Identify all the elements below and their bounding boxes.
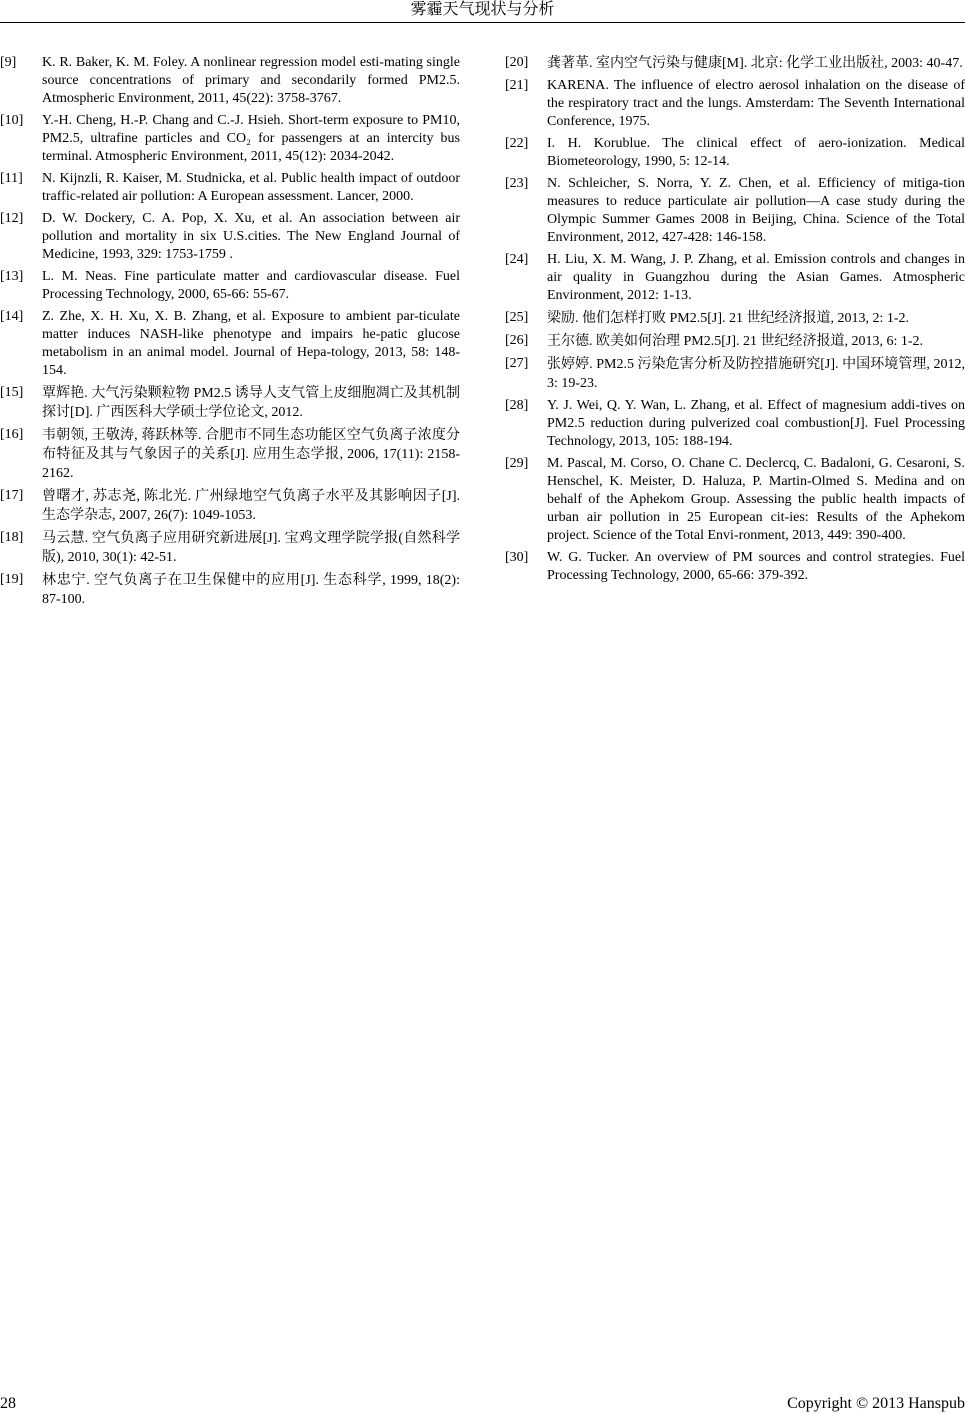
reference-item [505,397,965,451]
reference-text: 覃辉艳. 大气污染颗粒物 PM2.5 诱导人支气管上皮细胞凋亡及其机制探讨[D]. 广西医科大学硕士学位论文, 2012. [42,386,460,420]
reference-number: [17] [0,488,24,503]
reference-text: 龚著革. 室内空气污染与健康[M]. 北京: 化学工业出版社, 2003: 40-47. [547,56,963,71]
reference-text: 王尔德. 欧美如何治理 PM2.5[J]. 21 世纪经济报道, 2013, 6: 1-2. [547,334,924,349]
reference-text: N. Kijnzli, R. Kaiser, M. Studnicka, et al. Public health impact of outdoor traffic-related air pollution: A European assessment. Lancer, 2000. [42,171,460,204]
reference-item [0,529,460,567]
reference-number: [25] [505,310,529,325]
reference-item [505,455,965,545]
reference-item [0,210,460,264]
reference-text: I. H. Korublue. The clinical effect of aero-ionization. Medical Biometeorology, 1990, 5: 12-14. [547,136,965,169]
reference-item [505,54,965,73]
reference-item [0,112,460,166]
running-header-title: 雾霾天气现状与分析 [410,1,555,18]
reference-number: [12] [0,211,24,226]
reference-number: [24] [505,252,529,267]
reference-text: K. R. Baker, K. M. Foley. A nonlinear regression model esti-mating single source concentrations of primary and secondarily formed PM2.5. Atmospheric Environment, 2011, 45(22): 3758-3767. [42,55,460,106]
reference-number: [14] [0,309,24,324]
reference-item [505,332,965,351]
reference-text: 韦朝领, 王敬涛, 蒋跃林等. 合肥市不同生态功能区空气负离子浓度分布特征及其与气象因子的关系[J]. 应用生态学报, 2006, 17(11): 2158-2162. [42,428,460,481]
reference-text: 曾曙才, 苏志尧, 陈北光. 广州绿地空气负离子水平及其影响因子[J]. 生态学杂志, 2007, 26(7): 1049-1053. [42,489,460,523]
reference-item [0,384,460,422]
reference-text: M. Pascal, M. Corso, O. Chane C. Declercq, C. Badaloni, G. Cesaroni, S. Henschel, K. Meister, D. Haluza, P. Martin-Olmed S. Medina and on behalf of the Aphekom Group. Assessing the public health impacts of urban air pollution in 25 European cit-ies: Results of the Aphekom project. Science of the Total Envi-ronment, 2013, 449: 390-400. [547,456,965,543]
reference-item [505,175,965,247]
reference-number: [11] [0,171,23,186]
reference-item [505,549,965,585]
reference-number: [29] [505,456,529,471]
reference-text: 林忠宁. 空气负离子在卫生保健中的应用[J]. 生态科学, 1999, 18(2): 87-100. [42,573,460,607]
header-rule [0,22,965,23]
reference-text: W. G. Tucker. An overview of PM sources and control strategies. Fuel Processing Technology, 2000, 65-66: 379-392. [547,550,965,583]
reference-number: [27] [505,356,529,371]
reference-item [505,77,965,131]
page-number: 28 [0,1395,16,1412]
reference-item [505,251,965,305]
reference-number: [10] [0,113,24,128]
reference-number: [22] [505,136,529,151]
reference-text: 马云慧. 空气负离子应用研究新进展[J]. 宝鸡文理学院学报(自然科学版), 2010, 30(1): 42-51. [42,531,460,565]
reference-item [0,308,460,380]
reference-item [505,309,965,328]
reference-item [0,170,460,206]
copyright-notice: Copyright © 2013 Hanspub [787,1395,965,1412]
reference-number: [19] [0,572,24,587]
reference-text: Z. Zhe, X. H. Xu, X. B. Zhang, et al. Exposure to ambient par-ticulate matter induces NASH-like phenotype and impairs he-patic glucose metabolism in an animal model. Journal of Hepa-tology, 2013, 58: 148-154. [42,309,460,378]
reference-text: H. Liu, X. M. Wang, J. P. Zhang, et al. Emission controls and changes in air quality in Guangzhou during the Asian Games. Atmospheric Environment, 2012: 1-13. [547,252,965,303]
reference-text: 张婷婷. PM2.5 污染危害分析及防控措施研究[J]. 中国环境管理, 2012, 3: 19-23. [547,357,965,391]
reference-item [505,355,965,393]
reference-number: [16] [0,427,24,442]
reference-text: D. W. Dockery, C. A. Pop, X. Xu, et al. An association between air pollution and mortality in six U.S.cities. The New England Journal of Medicine, 1993, 329: 1753-1759 . [42,211,460,262]
references-left-column [0,54,460,613]
reference-text: 梁励. 他们怎样打败 PM2.5[J]. 21 世纪经济报道, 2013, 2: 1-2. [547,311,910,326]
reference-text: N. Schleicher, S. Norra, Y. Z. Chen, et al. Efficiency of mitiga-tion measures to reduce particulate air pollution—A case study during the Olympic Summer Games 2008 in Beijing, China. Science of the Total Environment, 2012, 427-428: 146-158. [547,176,965,245]
reference-number: [26] [505,333,529,348]
reference-number: [13] [0,269,24,284]
reference-item [0,426,460,483]
reference-number: [28] [505,398,529,413]
reference-number: [15] [0,385,24,400]
reference-number: [20] [505,55,529,70]
reference-text: KARENA. The influence of electro aerosol inhalation on the disease of the respiratory tract and the lungs. Amsterdam: The Seventh International Conference, 1975. [547,78,965,129]
reference-text: Y.-H. Cheng, H.-P. Chang and C.-J. Hsieh. Short-term exposure to PM10, PM2.5, ultrafine particles and CO₂ for passengers at an intercity bus terminal. Atmospheric Environment, 2011, 45(12): 2034-2042. [42,113,460,164]
reference-item [0,571,460,609]
reference-item [505,135,965,171]
reference-number: [23] [505,176,529,191]
running-header [0,0,965,22]
reference-item [0,487,460,525]
reference-text: L. M. Neas. Fine particulate matter and cardiovascular disease. Fuel Processing Technology, 2000, 65-66: 55-67. [42,269,460,302]
reference-text: Y. J. Wei, Q. Y. Wan, L. Zhang, et al. Effect of magnesium addi-tives on PM2.5 reduction during pulverized coal combustion[J]. Fuel Processing Technology, 2013, 105: 188-194. [547,398,965,449]
reference-item [0,54,460,108]
reference-number: [30] [505,550,529,565]
reference-item [0,268,460,304]
reference-number: [9] [0,55,17,70]
reference-number: [18] [0,530,24,545]
reference-number: [21] [505,78,529,93]
references-right-column [505,54,965,589]
